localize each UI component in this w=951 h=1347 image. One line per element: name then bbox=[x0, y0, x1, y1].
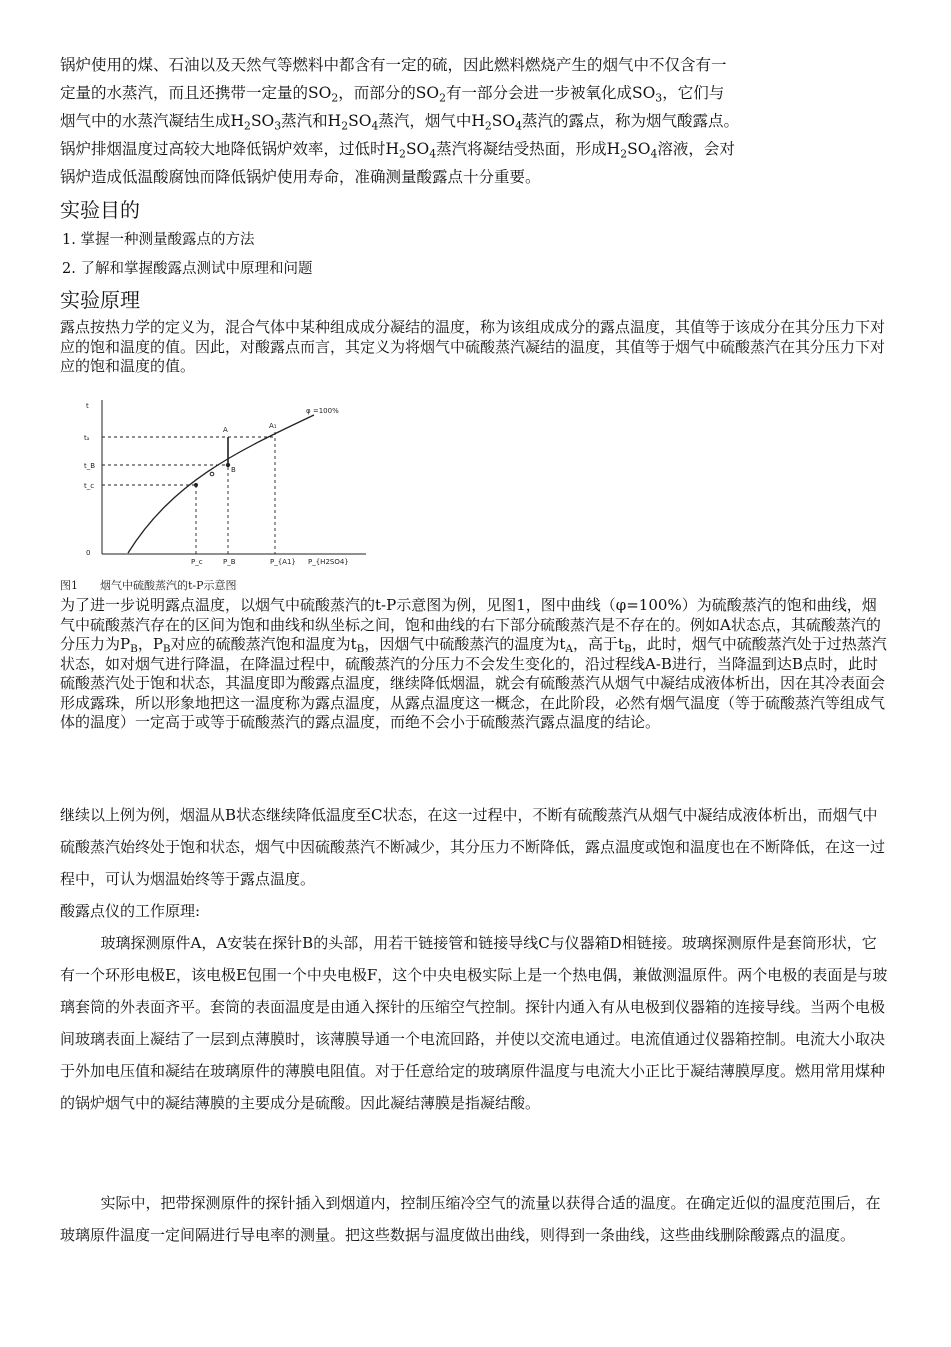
point-a1-label: A₁ bbox=[269, 422, 277, 430]
point-b-marker bbox=[226, 463, 230, 467]
tick-tb: t_B bbox=[84, 462, 96, 470]
list-item: 2. 了解和掌握酸露点测试中原理和问题 bbox=[62, 261, 313, 277]
caption-number: 图1 bbox=[60, 579, 78, 592]
caption-text: 烟气中硫酸蒸汽的t-P示意图 bbox=[100, 579, 237, 592]
point-c-marker bbox=[194, 483, 198, 487]
tick-tc: t_c bbox=[84, 482, 95, 490]
intro-line: 锅炉造成低温酸腐蚀而降低锅炉使用寿命，准确测量酸露点十分重要。 bbox=[60, 168, 541, 186]
figure-caption bbox=[60, 577, 259, 593]
intro-line: 烟气中的水蒸汽凝结生成$H_2SO_3$蒸汽和$H_2SO_4$蒸汽，烟气中$H_2SO_4$蒸汽的露点，称为烟气酸露点。 bbox=[60, 112, 740, 133]
x-axis-label: P_{H2SO4} bbox=[308, 558, 349, 566]
working-principle-paragraph: 玻璃探测原件A，A安装在探针B的头部，用若干链接管和链接导线C与仪器箱D相链接。玻璃探测原件是套筒形状，它有一个环形电极E，该电极E包围一个中央电极F，这个中央电极实际上是一个热电偶，兼做测温原件。两个电极的表面是与玻璃套筒的外表面齐平。套筒的表面温度是由通入探针的压缩空气控制。探针内通入有从电极到仪器箱的连接导线。当两个电极间玻璃表面上凝结了一层到点薄膜时，该薄膜导通一个电流回路，并使以交流电通过。电流值通过仪器箱控制。电流大小取决于外加电压值和凝结在玻璃原件的薄膜电阻值。对于任意给定的玻璃原件温度与电流大小正比于凝结薄膜厚度。燃用常用煤种的锅炉烟气中的凝结薄膜的主要成分是硫酸。因此凝结薄膜是指凝结酸。 bbox=[60, 934, 888, 1112]
curve-label: φ =100% bbox=[306, 407, 339, 415]
working-principle-title: 酸露点仪的工作原理: bbox=[60, 902, 201, 920]
intro-paragraph bbox=[60, 51, 890, 191]
curve-point-marker bbox=[210, 472, 214, 476]
intro-line: 锅炉排烟温度过高较大地降低锅炉效率，过低时$H_2SO_4$蒸汽将凝结受热面，形成$H_2SO_4$溶液，会对 bbox=[60, 140, 735, 161]
list-item: 1. 掌握一种测量酸露点的方法 bbox=[62, 232, 255, 248]
tick-pb: P_B bbox=[223, 558, 236, 566]
intro-line: 定量的水蒸汽，而且还携带一定量的$SO_2$，而部分的$SO_2$有一部分会进一步被氧化成$SO_3$，它们与 bbox=[60, 84, 725, 105]
intro-line: 锅炉使用的煤、石油以及天然气等燃料中都含有一定的硫，因此燃料燃烧产生的烟气中不仅含有一 bbox=[60, 56, 727, 74]
practice-paragraph: 实际中，把带探测原件的探针插入到烟道内，控制压缩冷空气的流量以获得合适的温度。在确定近似的温度范围后，在玻璃原件温度一定间隔进行导电率的测量。把这些数据与温度做出曲线，则得到一条曲线，这些曲线删除酸露点的温度。 bbox=[60, 1194, 881, 1244]
point-a-label: A bbox=[223, 426, 228, 434]
tick-pc: P_c bbox=[191, 558, 203, 566]
y-axis-label: t bbox=[86, 402, 89, 410]
saturation-curve bbox=[128, 415, 314, 553]
tick-ta: tₐ bbox=[84, 434, 90, 442]
continuation-paragraph: 继续以上例为例，烟温从B状态继续降低温度至C状态，在这一过程中，不断有硫酸蒸汽从烟气中凝结成液体析出，而烟气中硫酸蒸汽始终处于饱和状态，烟气中因硫酸蒸汽不断减少，其分压力不断降低，露点温度或饱和温度也在不断降低，在这一过程中，可认为烟温始终等于露点温度。 bbox=[60, 806, 886, 888]
section-heading-purpose: 实验目的 bbox=[60, 198, 140, 222]
origin-label: 0 bbox=[86, 549, 91, 557]
section-heading-principle: 实验原理 bbox=[60, 288, 140, 312]
explanation-paragraph: 为了进一步说明露点温度，以烟气中硫酸蒸汽的t-P示意图为例，见图1，图中曲线（φ=100%）为硫酸蒸汽的饱和曲线，烟气中硫酸蒸汽存在的区间为饱和曲线和纵坐标之间，饱和曲线的右下部分硫酸蒸汽是不存在的。例如A状态点，其硫酸蒸汽的分压力为$P_B$，$P_B$对应的硫酸蒸汽饱和温度为$t_B$，因烟气中硫酸蒸汽的温度为$t_A$，高于$t_B$，此时，烟气中硫酸蒸汽处于过热蒸汽状态，如对烟气进行降温，在降温过程中，硫酸蒸汽的分压力不会发生变化的，沿过程线A-B进行，当降温到达B点时，此时硫酸蒸汽处于饱和状态，其温度即为酸露点温度，继续降低烟温，就会有硫酸蒸汽从烟气中凝结成液体析出，因在其冷表面会形成露珠，所以形象地把这一温度称为露点温度，从露点温度这一概念，在此阶段，必然有烟气温度（等于硫酸蒸汽等组成气体的温度）一定高于或等于硫酸蒸汽的露点温度，而绝不会小于硫酸蒸汽露点温度的结论。 bbox=[60, 596, 887, 731]
tick-pa1: P_{A1} bbox=[270, 558, 296, 566]
t-p-diagram bbox=[78, 396, 368, 568]
point-b-label: B bbox=[231, 466, 236, 474]
principle-paragraph: 露点按热力学的定义为，混合气体中某种组成成分凝结的温度，称为该组成成分的露点温度，其值等于该成分在其分压力下对应的饱和温度的值。因此，对酸露点而言，其定义为将烟气中硫酸蒸汽凝结的温度，其值等于烟气中硫酸蒸汽在其分压力下对应的饱和温度的值。 bbox=[60, 318, 886, 375]
